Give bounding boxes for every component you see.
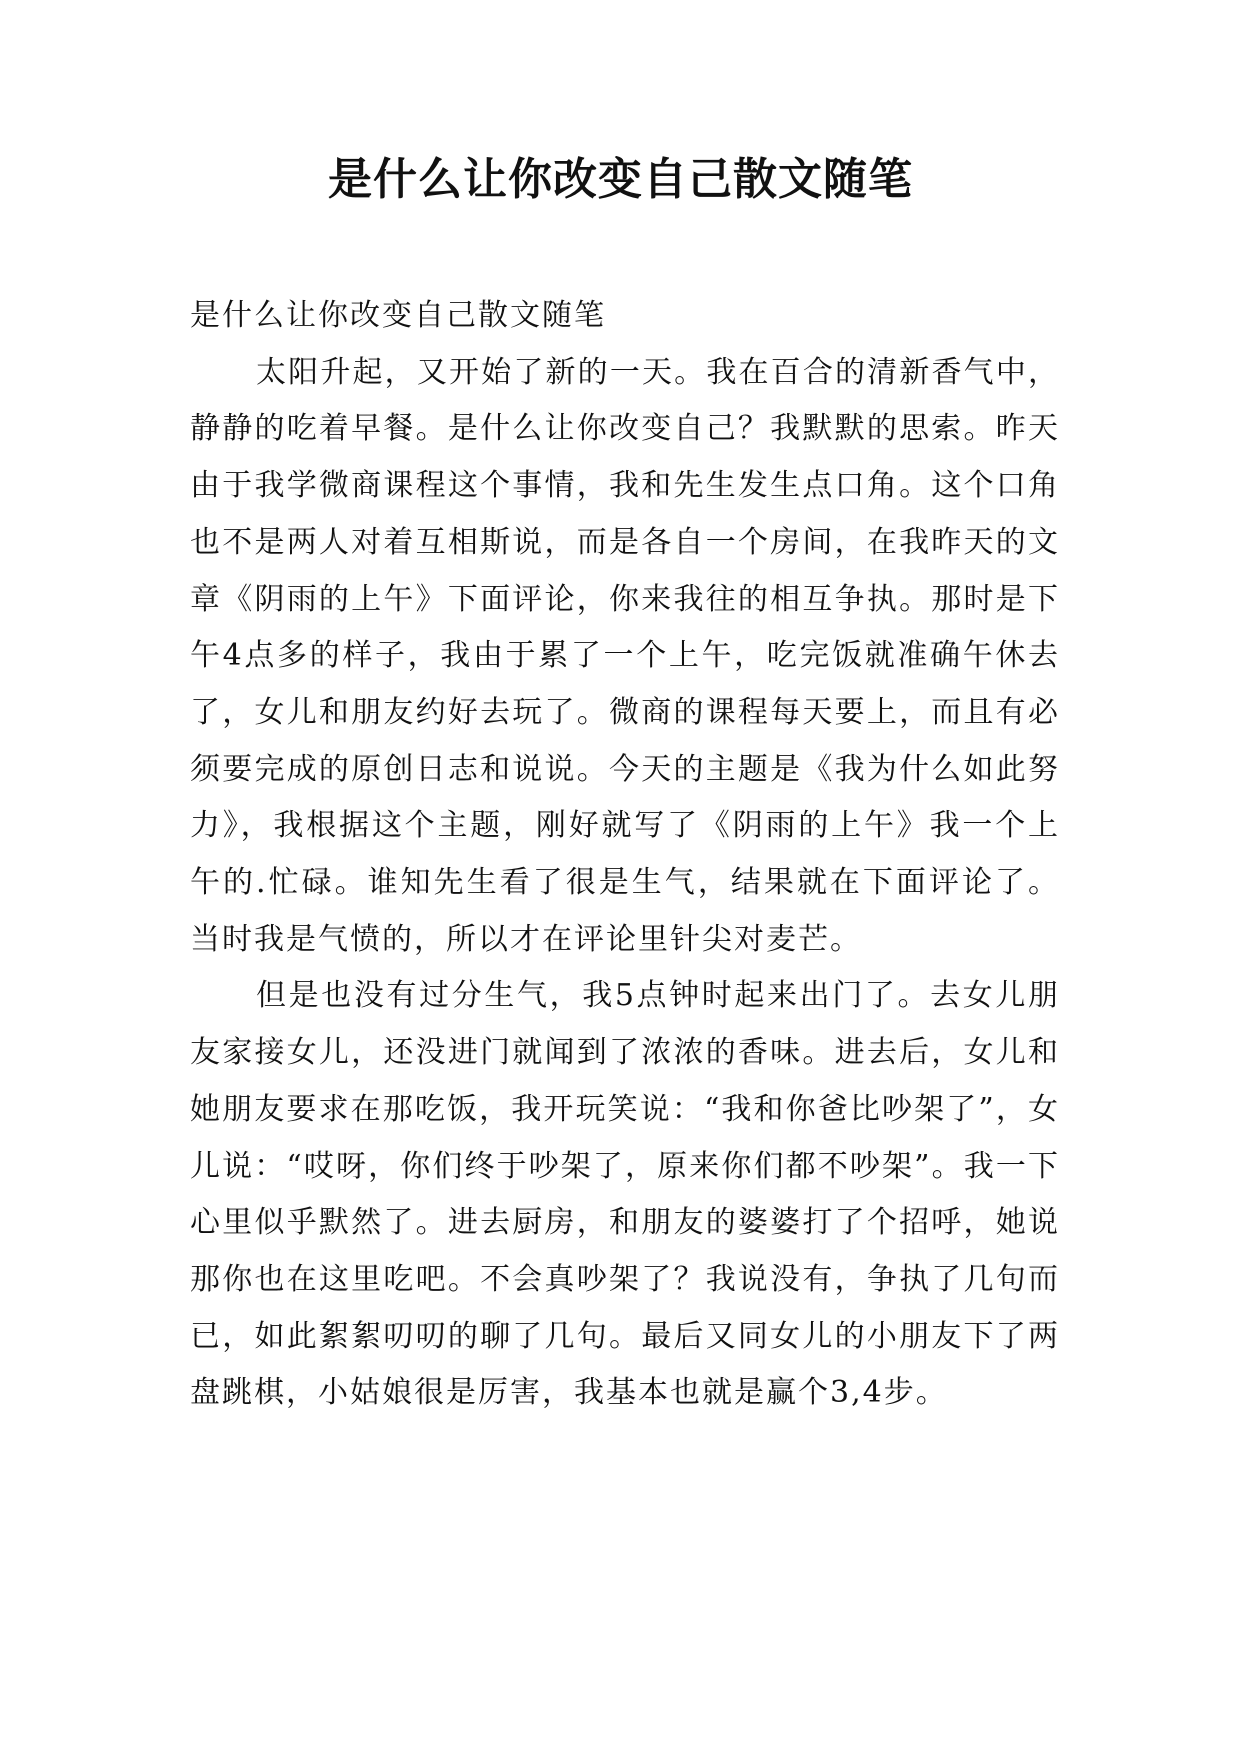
- document-subtitle: 是什么让你改变自己散文随笔: [190, 298, 606, 333]
- paragraph-1: 太阳升起，又开始了新的一天。我在百合的清新香气中，静静的吃着早餐。是什么让你改变自己？我默默的思索。昨天由于我学微商课程这个事情，我和先生发生点口角。这个口角也不是两人对着互相斯说，而是各自一个房间，在我昨天的文章《阴雨的上午》下面评论，你来我往的相互争执。那时是下午4点多的样子，我由于累了一个上午，吃完饭就准确午休去了，女儿和朋友约好去玩了。微商的课程每天要上，而且有必须要完成的原创日志和说说。今天的主题是《我为什么如此努力》，我根据这个主题，刚好就写了《阴雨的上午》我一个上午的.忙碌。谁知先生看了很是生气，结果就在下面评论了。当时我是气愤的，所以才在评论里针尖对麦芒。: [190, 354, 1060, 957]
- document-body: [190, 288, 1060, 1422]
- paragraph-2: 但是也没有过分生气，我5点钟时起来出门了。去女儿朋友家接女儿，还没进门就闻到了浓浓的香味。进去后，女儿和她朋友要求在那吃饭，我开玩笑说：“我和你爸比吵架了”，女儿说：“哎呀，你们终于吵架了，原来你们都不吵架”。我一下心里似乎默然了。进去厨房，和朋友的婆婆打了个招呼，她说那你也在这里吃吧。不会真吵架了？我说没有，争执了几句而已，如此絮絮叨叨的聊了几句。最后又同女儿的小朋友下了两盘跳棋，小姑娘很是厉害，我基本也就是赢个3,4步。: [190, 978, 1060, 1411]
- page-title: 是什么让你改变自己散文随笔: [328, 154, 913, 205]
